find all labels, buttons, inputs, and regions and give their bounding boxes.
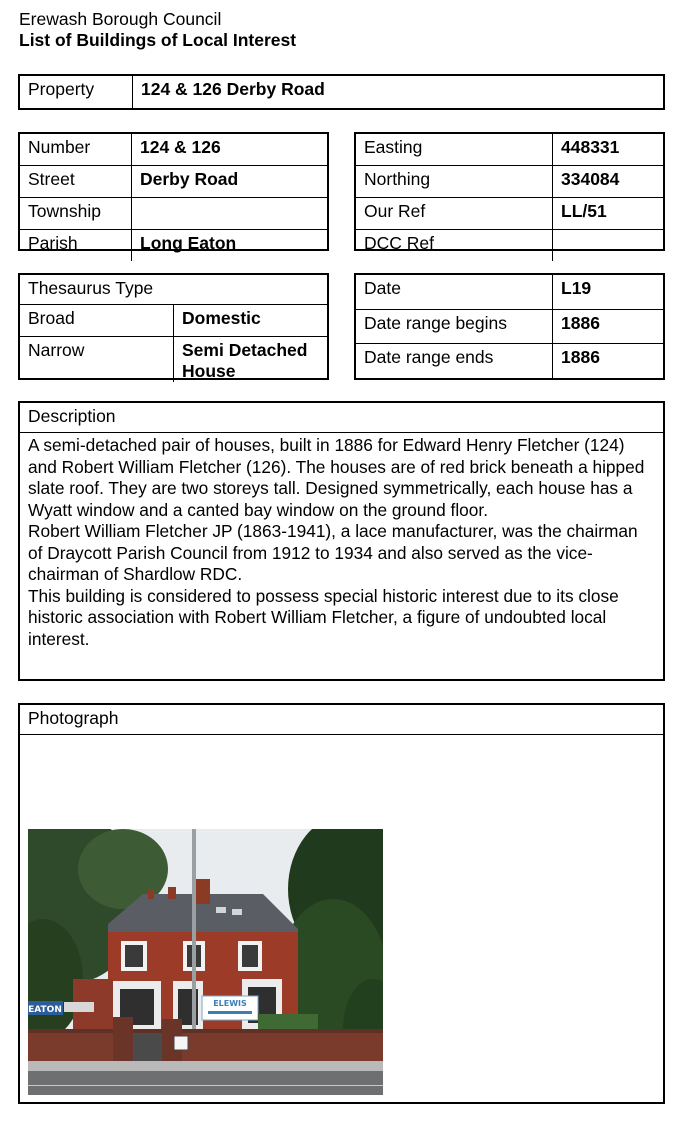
description-box xyxy=(18,401,665,681)
our-ref-value: LL/51 xyxy=(553,198,664,230)
number-value: 124 & 126 xyxy=(132,134,328,166)
date-ends-label: Date range ends xyxy=(356,344,553,378)
table-row xyxy=(20,337,327,383)
street-label: Street xyxy=(20,166,132,198)
table-row xyxy=(20,275,327,305)
township-label: Township xyxy=(20,198,132,230)
date-begins-label: Date range begins xyxy=(356,309,553,344)
broad-label: Broad xyxy=(20,305,174,337)
easting-value: 448331 xyxy=(553,134,664,166)
table-row xyxy=(356,275,663,309)
business-sign: ELEWIS xyxy=(213,999,247,1008)
table-row xyxy=(20,305,327,337)
building-photo xyxy=(28,829,383,1095)
reference-table xyxy=(354,132,665,251)
table-row xyxy=(356,230,663,262)
table-row xyxy=(356,166,663,198)
description-title: Description xyxy=(20,403,663,433)
table-row xyxy=(356,134,663,166)
property-box xyxy=(18,74,665,110)
table-row xyxy=(356,344,663,378)
council-name: Erewash Borough Council xyxy=(19,9,222,29)
date-label: Date xyxy=(356,275,553,309)
parish-label: Parish xyxy=(20,230,132,262)
photograph-title: Photograph xyxy=(20,705,663,735)
table-row xyxy=(20,230,327,262)
parish-value: Long Eaton xyxy=(132,230,328,262)
thesaurus-table xyxy=(18,273,329,380)
table-row xyxy=(20,198,327,230)
street-value: Derby Road xyxy=(132,166,328,198)
shop-sign: EATON xyxy=(28,1005,62,1015)
thesaurus-title: Thesaurus Type xyxy=(20,275,327,305)
number-label: Number xyxy=(20,134,132,166)
northing-value: 334084 xyxy=(553,166,664,198)
description-paragraph: Robert William Fletcher JP (1863-1941), a lace manufacturer, was the chairman of Draycott Parish Council from 1912 to 1934 and also served as the vice-chairman of Shardlow RDC. xyxy=(28,521,638,584)
broad-value: Domestic xyxy=(174,305,328,337)
our-ref-label: Our Ref xyxy=(356,198,553,230)
description-paragraph: This building is considered to possess special historic interest due to its close historic association with Robert William Fletcher, a figure of undoubted local interest. xyxy=(28,585,619,649)
table-row xyxy=(20,134,327,166)
narrow-label: Narrow xyxy=(20,337,174,383)
dcc-ref-value xyxy=(553,230,664,262)
township-value xyxy=(132,198,328,230)
narrow-value: Semi Detached House xyxy=(174,337,328,383)
table-row xyxy=(356,309,663,344)
property-label: Property xyxy=(20,76,133,108)
easting-label: Easting xyxy=(356,134,553,166)
dcc-ref-label: DCC Ref xyxy=(356,230,553,262)
date-begins-value: 1886 xyxy=(553,309,664,344)
table-row xyxy=(356,198,663,230)
table-row xyxy=(20,166,327,198)
northing-label: Northing xyxy=(356,166,553,198)
property-value: 124 & 126 Derby Road xyxy=(133,76,664,108)
date-value: L19 xyxy=(553,275,664,309)
description-text xyxy=(20,433,663,650)
date-ends-value: 1886 xyxy=(553,344,664,378)
description-paragraph: A semi-detached pair of houses, built in 1886 for Edward Henry Fletcher (124) and Robert William Fletcher (126). The houses are of red brick beneath a hipped slate roof. They are two storeys tall. Designed symmetrically, each house has a Wyatt window and a canted bay window on the ground floor. xyxy=(28,435,645,520)
date-table xyxy=(354,273,665,380)
address-table xyxy=(18,132,329,251)
list-title: List of Buildings of Local Interest xyxy=(19,30,297,50)
